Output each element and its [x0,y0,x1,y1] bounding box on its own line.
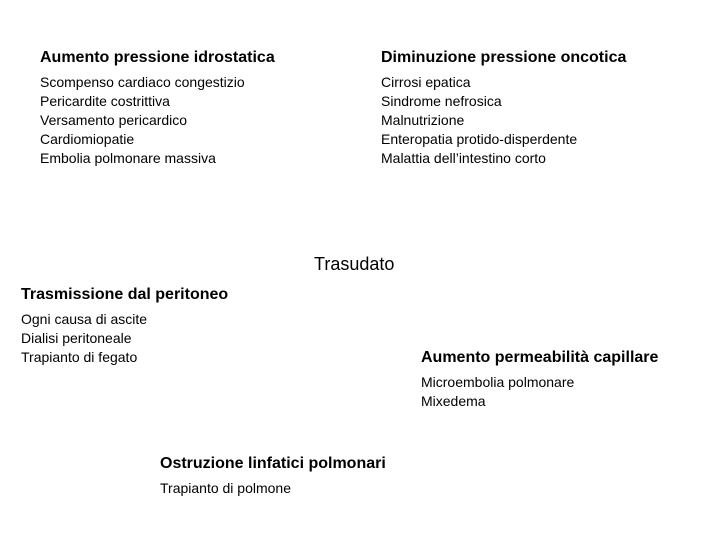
list-item: Pericardite costrittiva [40,93,170,109]
block-heading: Diminuzione pressione oncotica [381,49,627,66]
list-item: Trapianto di polmone [160,480,292,496]
list-item: Microembolia polmonare [421,374,575,390]
list-item: Dialisi peritoneale [21,330,132,346]
list-item: Enteropatia protido-disperdente [381,131,578,147]
list-item: Sindrome nefrosica [381,93,502,109]
list-item: Versamento pericardico [40,112,188,128]
list-item: Mixedema [421,393,486,409]
list-item: Cirrosi epatica [381,74,471,90]
list-item: Trapianto di fegato [21,349,138,365]
list-item: Scompenso cardiaco congestizio [40,74,245,90]
center-label: Trasudato [314,254,395,274]
block-heading: Aumento permeabilità capillare [421,349,659,366]
block-heading: Trasmissione dal peritoneo [21,286,229,303]
list-item: Malnutrizione [381,112,465,128]
block-aumento-permeabilita-capillare [421,348,658,411]
block-diminuzione-pressione-oncotica [381,48,626,168]
list-item: Malattia dell’intestino corto [381,150,546,166]
list-item: Cardiomiopatie [40,131,135,147]
list-item: Embolia polmonare massiva [40,150,216,166]
block-ostruzione-linfatici-polmonari [160,454,386,498]
block-heading: Ostruzione linfatici polmonari [160,455,386,472]
block-heading: Aumento pressione idrostatica [40,49,275,66]
block-aumento-pressione-idrostatica [40,48,275,168]
block-trasmissione-dal-peritoneo [21,285,228,367]
list-item: Ogni causa di ascite [21,311,148,327]
